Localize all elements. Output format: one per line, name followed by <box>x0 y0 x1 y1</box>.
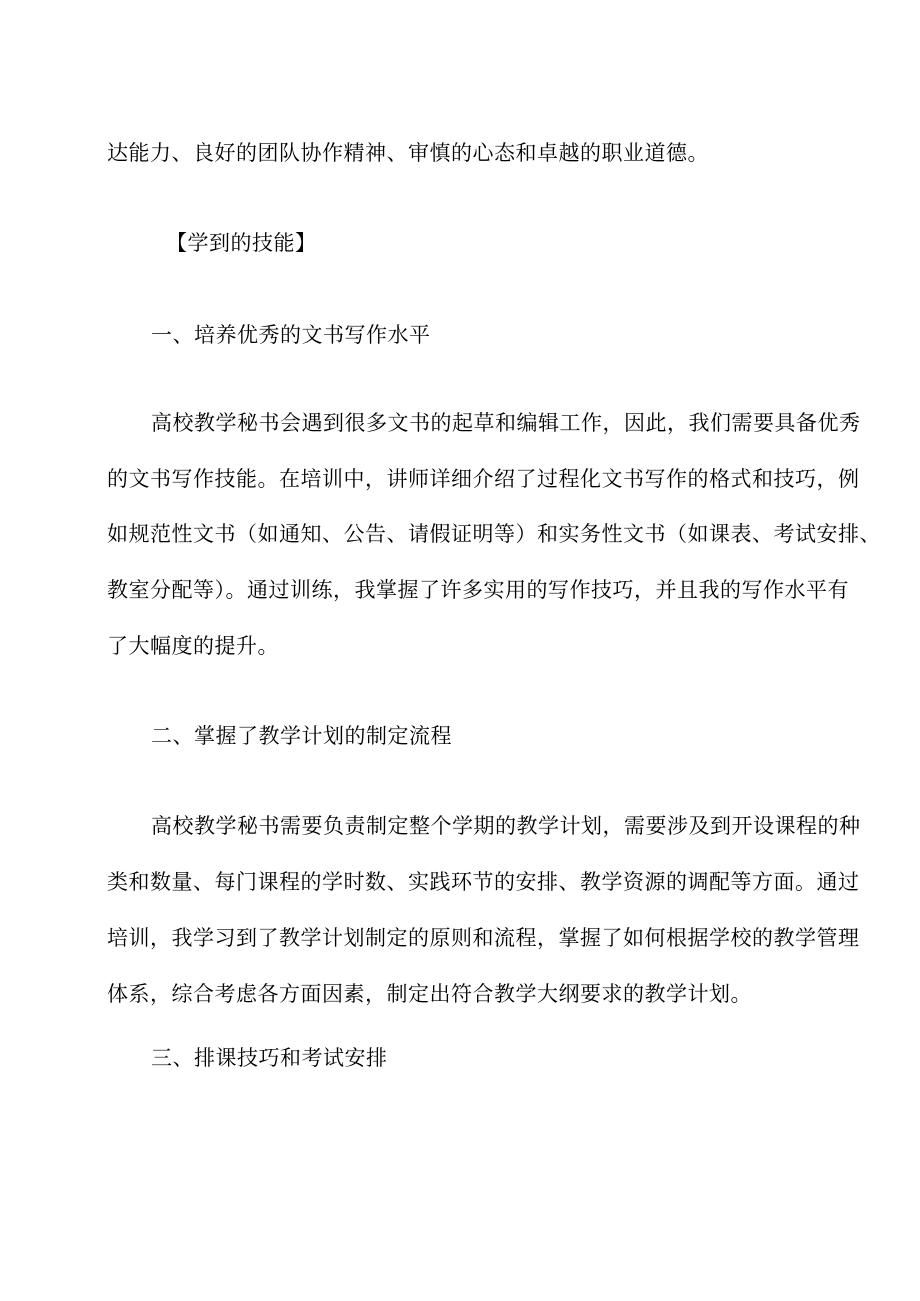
paragraph-continuation: 达能力、良好的团队协作精神、审慎的心态和卓越的职业道德。 <box>107 141 709 165</box>
s1-paragraph-line-5: 了大幅度的提升。 <box>107 634 279 658</box>
heading-2: 二、掌握了教学计划的制定流程 <box>151 724 452 748</box>
s1-paragraph-line-1: 高校教学秘书会遇到很多文书的起草和编辑工作，因此，我们需要具备优秀 <box>151 411 861 435</box>
s2-paragraph-line-1: 高校教学秘书需要负责制定整个学期的教学计划，需要涉及到开设课程的种 <box>151 814 861 838</box>
s2-paragraph-line-2: 类和数量、每门课程的学时数、实践环节的安排、教学资源的调配等方面。通过 <box>107 870 860 894</box>
section-title: 【学到的技能】 <box>166 231 317 255</box>
s1-paragraph-line-4: 教室分配等）。通过训练，我掌握了许多实用的写作技巧，并且我的写作水平有 <box>107 578 849 602</box>
s2-paragraph-line-4: 体系，综合考虑各方面因素，制定出符合教学大纲要求的教学计划。 <box>107 982 752 1006</box>
heading-1: 一、培养优秀的文书写作水平 <box>151 323 431 347</box>
heading-3: 三、排课技巧和考试安排 <box>151 1046 388 1070</box>
s2-paragraph-line-3: 培训，我学习到了教学计划制定的原则和流程，掌握了如何根据学校的教学管理 <box>107 926 860 950</box>
s1-paragraph-line-3: 如规范性文书（如通知、公告、请假证明等）和实务性文书（如课表、考试安排、 <box>107 522 881 546</box>
s1-paragraph-line-2: 的文书写作技能。在培训中，讲师详细介绍了过程化文书写作的格式和技巧，例 <box>107 467 860 491</box>
